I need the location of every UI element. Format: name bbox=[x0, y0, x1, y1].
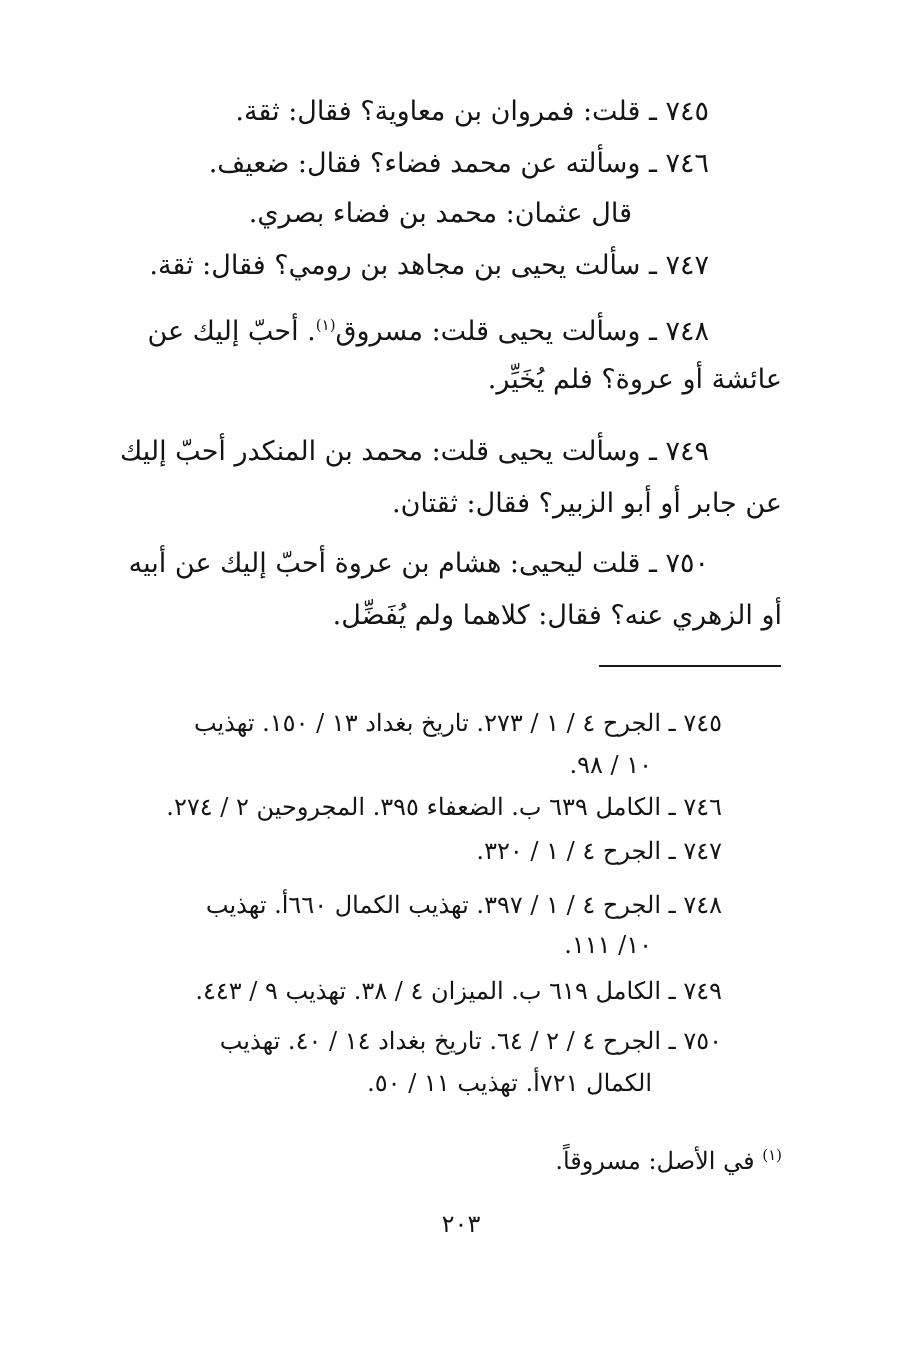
footnote-separator bbox=[599, 665, 781, 667]
entry-749-line2: عن جابر أو أبو الزبير؟ فقال: ثقتان. bbox=[392, 488, 782, 519]
reference-750-line2: الكمال ٧٢١أ. تهذيب ١١ / ٥٠. bbox=[367, 1069, 652, 1097]
footnote-marker: (١) bbox=[315, 316, 336, 334]
reference-747: ٧٤٧ ـ الجرح ٤ / ١ / ٣٢٠. bbox=[476, 837, 722, 865]
page-number: ٢٠٣ bbox=[441, 1210, 481, 1238]
reference-749: ٧٤٩ ـ الكامل ٦١٩ ب. الميزان ٤ / ٣٨. تهذيب ٩ / ٤٤٣. bbox=[195, 977, 722, 1005]
entry-747: ٧٤٧ ـ سألت يحيى بن مجاهد بن رومي؟ فقال: ثقة. bbox=[149, 250, 709, 281]
reference-750-line1: ٧٥٠ ـ الجرح ٤ / ٢ / ٦٤. تاريخ بغداد ١٤ / ٤٠. تهذيب bbox=[219, 1027, 722, 1055]
reference-745-line1: ٧٤٥ ـ الجرح ٤ / ١ / ٢٧٣. تاريخ بغداد ١٣ / ١٥٠. تهذيب bbox=[193, 709, 722, 737]
footnote bbox=[555, 1144, 782, 1178]
entry-749-line1: ٧٤٩ ـ وسألت يحيى قلت: محمد بن المنكدر أحبّ إليك bbox=[119, 436, 709, 467]
reference-746: ٧٤٦ ـ الكامل ٦٣٩ ب. الضعفاء ٣٩٥. المجروحين ٢ / ٢٧٤. bbox=[166, 793, 722, 821]
entry-748-text: ٧٤٨ ـ وسألت يحيى قلت: مسروق bbox=[335, 316, 709, 347]
footnote-mark: (١) bbox=[762, 1146, 782, 1164]
entry-748-tail: . أحبّ إليك عن bbox=[147, 316, 316, 347]
entry-745: ٧٤٥ ـ قلت: فمروان بن معاوية؟ فقال: ثقة. bbox=[235, 96, 709, 127]
reference-748-line1: ٧٤٨ ـ الجرح ٤ / ١ / ٣٩٧. تهذيب الكمال ٦٦٠أ. تهذيب bbox=[205, 891, 722, 919]
entry-746-note: قال عثمان: محمد بن فضاء بصري. bbox=[248, 198, 632, 229]
entry-748-line2: عائشة أو عروة؟ فلم يُخَيِّر. bbox=[487, 364, 782, 395]
entry-746: ٧٤٦ ـ وسألته عن محمد فضاء؟ فقال: ضعيف. bbox=[208, 148, 709, 179]
entry-750-line1: ٧٥٠ ـ قلت ليحيى: هشام بن عروة أحبّ إليك عن أبيه bbox=[128, 548, 709, 579]
footnote-text: في الأصل: مسروقاً. bbox=[555, 1147, 755, 1175]
reference-748-line2: ١٠/ ١١١. bbox=[564, 931, 652, 959]
entry-748-line1 bbox=[147, 312, 709, 352]
reference-745-line2: ١٠ / ٩٨. bbox=[569, 751, 652, 779]
entry-750-line2: أو الزهري عنه؟ فقال: كلاهما ولم يُفَضِّل. bbox=[332, 600, 782, 631]
